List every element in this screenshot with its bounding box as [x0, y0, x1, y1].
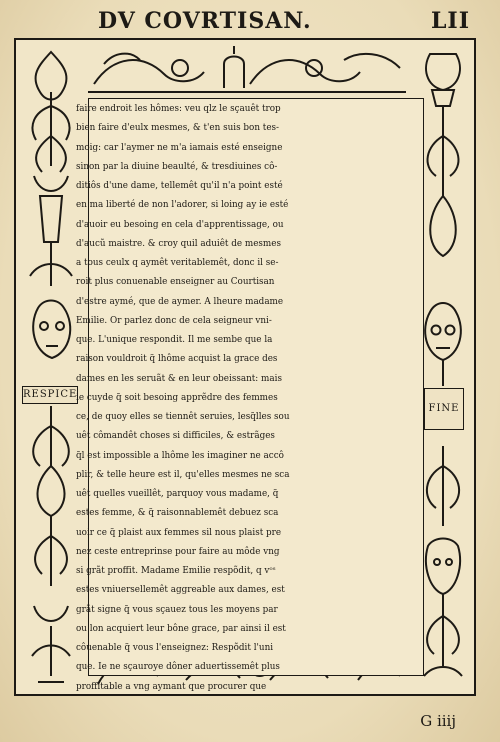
text-line: d'aucũ maistre. & croy quil aduiêt de mesmes [76, 238, 281, 249]
text-line: uoir ce q̃ plaist aux femmes sil nous plaist pre [76, 527, 282, 538]
body-text [76, 100, 410, 697]
text-line: a tous ceulx q aymêt veritablemêt, donc il se- [76, 258, 279, 268]
signature-mark: G iiij [420, 712, 456, 730]
left-border-ornament [20, 46, 82, 692]
text-line: roit plus conuenable enseigner au Courtisan [76, 277, 275, 288]
text-line: que. L'unique respondit. Il me sembe que la [76, 335, 273, 345]
text-line: proffitable a vng aymant que procurer que [76, 681, 267, 692]
text-line: dames en les seruãt & en leur obeissant: mais [76, 373, 282, 384]
folio-number: LII [430, 8, 470, 34]
text-line: nez ceste entreprinse pour faire au môde vng [76, 546, 280, 557]
text-line: estes vniuersellemêt aggreable aux dames, est [76, 585, 285, 596]
right-cartouche-motto: FINE [428, 403, 460, 414]
text-line: uêt cômandêt choses si difficiles, & estrãges [76, 431, 275, 442]
text-line: raison vouldroit q̃ lhôme acquist la grace des [76, 354, 278, 365]
right-cartouche [424, 388, 464, 430]
left-cartouche [22, 386, 78, 404]
text-line: si grãt proffit. Madame Emilie respõdit, q vᵒˢ [76, 566, 276, 576]
text-line: d'estre aymé, que de aymer. A lheure madame [76, 296, 284, 307]
text-line: que. Ie ne sçauroye dôner aduertissemêt plus [76, 662, 280, 673]
text-line: moig: car l'aymer ne m'a iamais esté enseigne [76, 142, 283, 153]
top-border-ornament [84, 44, 410, 96]
text-line: ce, de quoy elles se tiennêt seruies, lesq̃lles sou [76, 412, 290, 422]
text-line: côuenable q̃ vous l'enseignez: Respõdit l'uni [76, 643, 274, 653]
text-line: bien faire d'eulx mesmes, & t'en suis bon tes- [76, 123, 280, 134]
text-line: d'auoir eu besoing en cela d'apprentissage, ou [76, 219, 284, 230]
text-line: grãt signe q̃ vous sçauez tous les moyens par [76, 604, 278, 615]
text-line: ie cuyde q̃ soit besoing apprẽdre des femmes [76, 392, 278, 403]
text-line: faire endroit les hômes: veu qlz le sçauêt trop [76, 104, 281, 114]
text-line: ou lon acquiert leur bône grace, par ainsi il est [76, 623, 286, 634]
text-line: en ma liberté de non l'adorer, si loing ay ie esté [76, 200, 289, 211]
running-head: DV COVRTISAN. [98, 8, 312, 34]
left-cartouche-motto: RESPICE [23, 389, 78, 400]
text-line: sinon par la diuine beaulté, & tresdiuines cô- [76, 161, 278, 172]
text-line: estes femme, & q̃ raisonnablemêt debuez sca [76, 508, 279, 519]
text-line: uêt quelles vueillêt, parquoy vous madame, q̃ [76, 489, 279, 499]
text-line: Emilie. Or parlez donc de cela seigneur vni- [76, 315, 272, 326]
text-line: ditiôs d'une dame, tellemêt qu'il n'a point esté [76, 181, 283, 191]
text-line: plir, & telle heure est il, qu'elles mesmes ne sca [76, 469, 290, 480]
text-line: q̃l est impossible a lhôme les imaginer ne accô [76, 450, 284, 461]
